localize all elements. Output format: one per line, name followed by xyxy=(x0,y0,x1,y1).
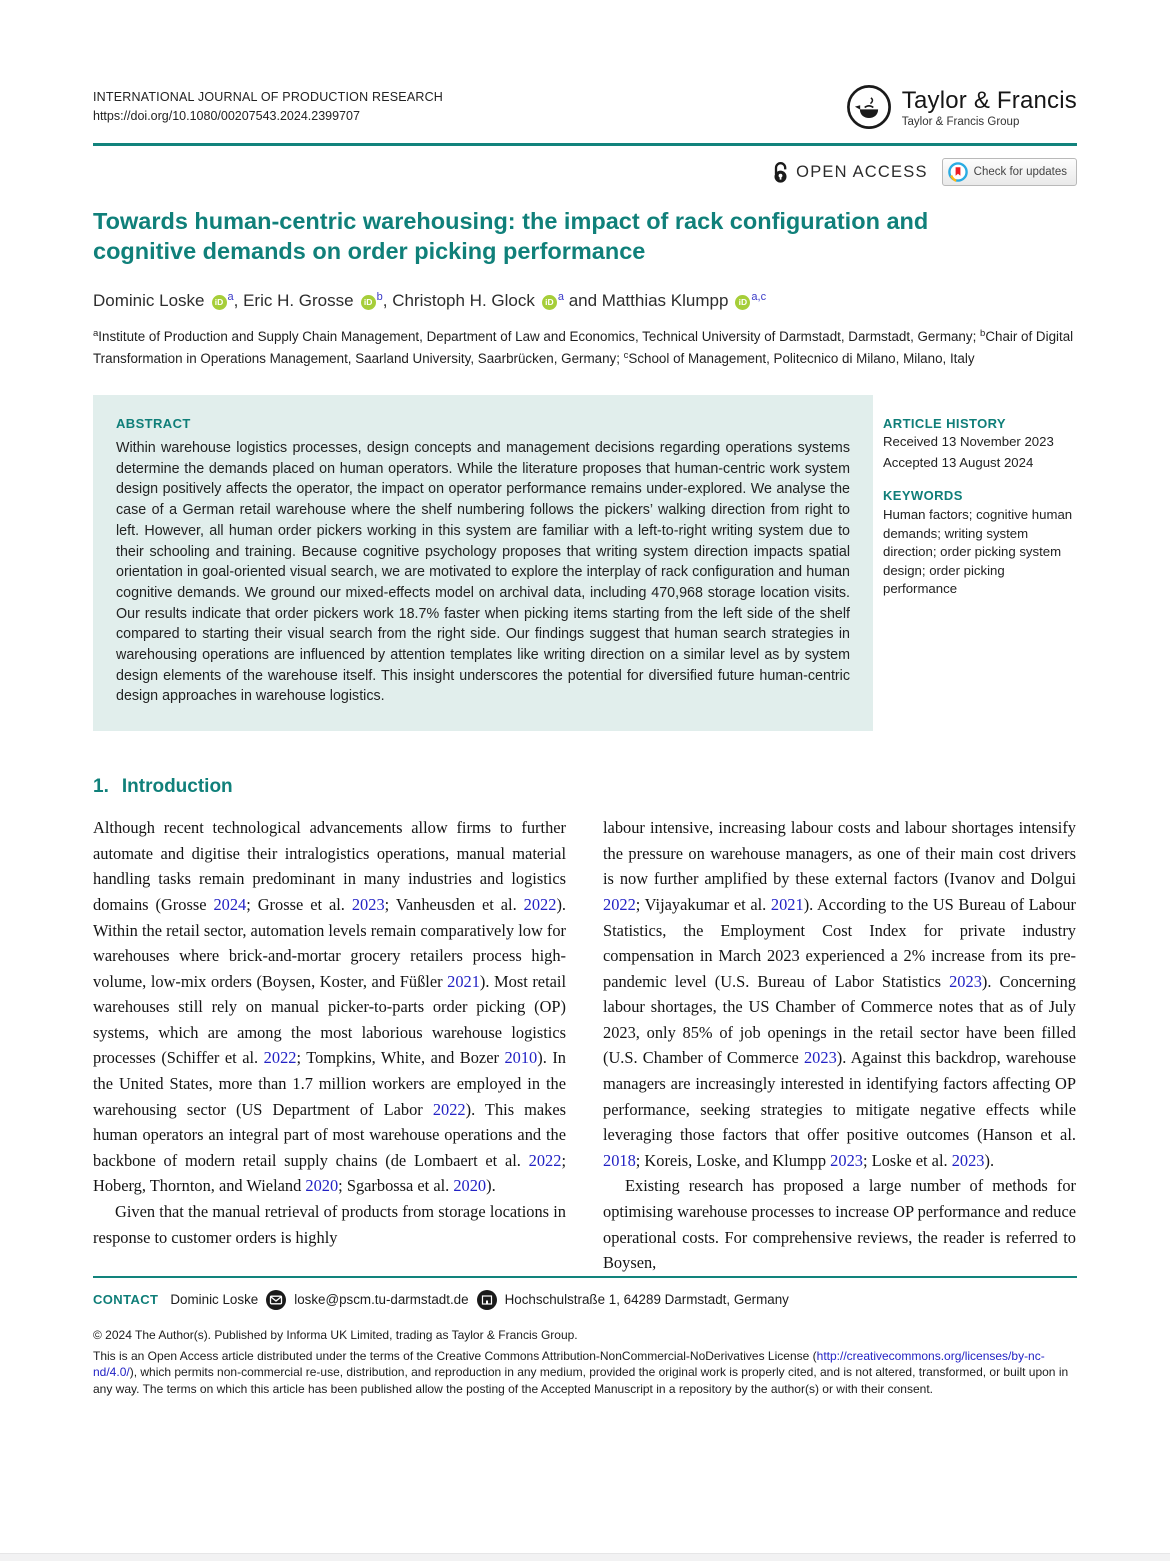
citation-link[interactable]: 2020 xyxy=(305,1176,339,1196)
citation-link[interactable]: 2018 xyxy=(603,1150,636,1170)
text-run: labour intensive, increasing labour costs and labour shortages intensify the pressure on warehouse managers, as one of their main cost drivers is now further amplified by these external factors (Ivanov and Dolgui xyxy=(603,818,1076,889)
affiliation-sup: c xyxy=(623,350,629,361)
publisher-wordmark xyxy=(902,87,1077,128)
text-run: ; Grosse et al. xyxy=(246,894,352,914)
citation-link[interactable]: 2023 xyxy=(951,1150,985,1170)
check-for-updates-button[interactable] xyxy=(942,158,1077,186)
contact-name: Dominic Loske xyxy=(170,1292,259,1308)
text-run: ). xyxy=(984,1150,995,1170)
accepted-date: Accepted 13 August 2024 xyxy=(883,454,1034,470)
orcid-icon[interactable]: iD xyxy=(361,295,376,310)
section-heading-introduction xyxy=(93,776,1077,798)
text-run: This is an Open Access article distributed under the terms of the Creative Commons Attribution-NonCommercial-NoDerivatives License ( xyxy=(93,1348,817,1363)
legal-block xyxy=(93,1327,1077,1398)
license-link[interactable]: http://creativecommons.org/licenses/by-nc-nd/4.0/ xyxy=(93,1348,1045,1380)
contact-label: CONTACT xyxy=(93,1292,159,1308)
open-access-row xyxy=(93,157,1077,187)
text-run: ; Hoberg, Thornton, and Wieland xyxy=(93,1150,566,1196)
open-lock-icon xyxy=(772,161,789,184)
citation-link[interactable]: 2022 xyxy=(528,1150,562,1170)
citation-link[interactable]: 2023 xyxy=(803,1048,837,1068)
copyright-line: © 2024 The Author(s). Published by Informa UK Limited, trading as Taylor & Francis Group. xyxy=(93,1327,578,1342)
author-affiliation-sup: a xyxy=(557,291,564,303)
open-access-badge[interactable] xyxy=(772,161,928,184)
article-title: Towards human-centric warehousing: the impact of rack configuration and cognitive demands on order picking performance xyxy=(93,208,929,264)
text-run: ; Vanheusden et al. xyxy=(384,894,524,914)
text-run: ). In the United States, more than 1.7 million workers are employed in the warehousing sector (US Department of Labor xyxy=(93,1048,566,1119)
paragraph xyxy=(93,815,566,1199)
author-name: Christoph H. Glock xyxy=(392,291,535,310)
citation-link[interactable]: 2023 xyxy=(949,971,982,991)
contact-row xyxy=(93,1290,1077,1310)
text-run: ; Loske et al. xyxy=(862,1150,952,1170)
paragraph xyxy=(603,1173,1076,1275)
abstract-section xyxy=(93,395,1077,731)
page-header xyxy=(93,0,1077,130)
footer-divider xyxy=(93,1276,1077,1278)
doi-link[interactable]: https://doi.org/10.1080/00207543.2024.2399707 xyxy=(93,109,360,123)
abstract-text: Within warehouse logistics processes, design concepts and management decisions regarding operations systems determine the demands placed on human operators. While the literature proposes that human-centric work system design positively affects the operator, the impact on operator performance remains under-explored. We analyse the case of a German retail warehouse where the shelf numbering follows the pickers’ walking direction from right to left. However, all human order pickers working in this system are familiar with a left-to-right writing system due to their schooling and training. Because cognitive psychology proposes that writing system direction impacts spatial orientation in goal-oriented visual search, we are motivated to explore the interplay of rack configuration and human cognitive demands. We ground our mixed-effects model on archival data, including 470,968 storage location visits. Our results indicate that order pickers work 18.7% faster when picking items starting from the left side of the shelf compared to starting their visual search from the right side. Our findings suggest that human search strategies in warehousing operations are influenced by attention templates like writing direction on a similar level as by system design elements of the warehouse itself. This insight underscores the potential for diversified future human-centric design approaches in warehouse logistics. xyxy=(116,440,850,705)
orcid-icon[interactable]: iD xyxy=(735,295,750,310)
citation-link[interactable]: 2022 xyxy=(432,1099,466,1119)
text-run: ). Concerning labour shortages, the US Chamber of Commerce notes that as of July 2023, only 85% of job openings in the retail sector have been filled (U.S. Chamber of Commerce xyxy=(603,971,1077,1068)
contact-address: Hochschulstraße 1, 64289 Darmstadt, Germany xyxy=(504,1292,789,1308)
publisher-group: Taylor & Francis Group xyxy=(901,115,1020,128)
taylor-francis-teapot-icon xyxy=(846,84,892,130)
viewer-bottom-strip xyxy=(0,1553,1170,1561)
citation-link[interactable]: 2023 xyxy=(351,894,385,914)
text-run: ). This makes human operators an integral part of most warehouse operations and the backbone of modern retail supply chains (de Lombaert et al. xyxy=(93,1099,567,1170)
text-run: Although recent technological advancements allow firms to further automate and digitise their intralogistics operations, manual material handling tasks remain predominant in many industries and logistics domains (Grosse xyxy=(93,818,566,914)
citation-link[interactable]: 2024 xyxy=(213,894,247,914)
citation-link[interactable]: 2021 xyxy=(447,971,480,991)
paragraph xyxy=(93,1199,566,1250)
check-for-updates-label: Check for updates xyxy=(973,166,1067,178)
text-run: ). Against this backdrop, warehouse managers are increasingly interested in identifying factors affecting OP performance, seeking strategies to mitigate negative effects while leveraging those factors that offer positive outcomes (Hanson et al. xyxy=(603,1048,1076,1145)
section-title: Introduction xyxy=(121,776,233,798)
text-run: Given that the manual retrieval of products from storage locations in response to customer orders is highly xyxy=(93,1202,566,1247)
keywords-text: Human factors; cognitive human demands; writing system direction; order picking system design; order picking performance xyxy=(883,507,1073,596)
keywords-label: KEYWORDS xyxy=(883,488,963,503)
author-name: Matthias Klumpp xyxy=(601,291,729,310)
address-icon xyxy=(477,1290,497,1310)
affiliation-sup: a xyxy=(93,328,99,339)
crossmark-icon xyxy=(948,162,968,182)
journal-info xyxy=(93,84,443,123)
email-icon xyxy=(266,1290,286,1310)
author-affiliation-sup: b xyxy=(376,291,383,303)
license-text xyxy=(93,1348,1077,1398)
journal-name: INTERNATIONAL JOURNAL OF PRODUCTION RESEARCH xyxy=(93,90,444,104)
publisher-logo xyxy=(846,84,1077,130)
abstract-box xyxy=(93,395,873,731)
publisher-name: Taylor & Francis xyxy=(901,86,1077,114)
received-date: Received 13 November 2023 xyxy=(883,434,1054,449)
authors-line: Dominic Loske iD $^a$, Eric H. Grosse iD $^b$, Christoph H. Glock iD $^a$ and Matthias Klumpp iD $^{a,c}$ xyxy=(93,291,767,310)
abstract-label: ABSTRACT xyxy=(116,416,191,431)
contact-email[interactable]: loske@pscm.tu-darmstadt.de xyxy=(294,1292,469,1308)
body-column-left xyxy=(93,815,566,1276)
text-run: ), which permits non-commercial re-use, distribution, and reproduction in any medium, provided the original work is properly cited, and is not altered, transformed, or built upon in any way. The terms on which this article has been published allow the posting of the Accepted Manuscript in a repository by the author(s) or with their consent. xyxy=(93,1365,1069,1397)
paragraph xyxy=(603,815,1076,1173)
orcid-icon[interactable]: iD xyxy=(542,295,557,310)
affiliations: $^a$Institute of Production and Supply Chain Management, Department of Law and Economics, Technical University of Darmstadt, Darmstadt, Germany; $^b$Chair of Digital Transformation in Operations Management, Saarland University, Saarbrücken, Germany; $^c$School of Management, Politecnico di Milano, Milano, Italy xyxy=(93,328,1074,366)
text-run: ; Vijayakumar et al. xyxy=(635,894,771,914)
open-access-label: OPEN ACCESS xyxy=(796,162,928,181)
text-run: ; Koreis, Loske, and Klumpp xyxy=(635,1150,831,1170)
text-run: Existing research has proposed a large number of methods for optimising warehouse processes to increase OP performance and reduce operational costs. For comprehensive reviews, the reader is referred to Boysen, xyxy=(603,1176,1076,1273)
text-run: ). Within the retail sector, automation levels remain comparatively low for warehouses where brick-and-mortar grocery retailers process high-volume, low-mix orders (Boysen, Koster, and Füßler xyxy=(93,894,566,991)
text-run: ; Tompkins, White, and Bozer xyxy=(296,1048,505,1068)
citation-link[interactable]: 2010 xyxy=(504,1048,538,1068)
article-meta-column xyxy=(883,395,1077,731)
body-columns xyxy=(93,815,1077,1276)
affiliation-sup: b xyxy=(980,328,986,339)
body-column-right xyxy=(603,815,1076,1276)
author-affiliation-sup: a,c xyxy=(751,291,767,303)
citation-link[interactable]: 2021 xyxy=(770,894,804,914)
text-run: ). Most retail warehouses still rely on manual picker-to-parts order picking (OP) systems, which are among the most laborious warehouse logistics processes (Schiffer et al. xyxy=(93,971,567,1068)
orcid-icon[interactable]: iD xyxy=(212,295,227,310)
text-run: ). xyxy=(486,1176,496,1196)
citation-link[interactable]: 2022 xyxy=(263,1048,297,1068)
citation-link[interactable]: 2020 xyxy=(453,1176,487,1196)
author-name: Eric H. Grosse xyxy=(243,291,354,310)
header-divider xyxy=(93,143,1077,146)
text-run: ). According to the US Bureau of Labour Statistics, the Employment Cost Index for private industry compensation in March 2023 experienced a 2% increase from its pre-pandemic level (U.S. Bureau of Labor Statistics xyxy=(603,894,1076,991)
article-history-label: ARTICLE HISTORY xyxy=(883,416,1007,431)
author-name: Dominic Loske xyxy=(93,291,205,310)
page-footer xyxy=(93,1276,1077,1450)
citation-link[interactable]: 2022 xyxy=(603,894,636,914)
page-content xyxy=(93,0,1077,1450)
citation-link[interactable]: 2022 xyxy=(523,894,557,914)
text-run: ; Sgarbossa et al. xyxy=(338,1176,454,1196)
section-number: 1. xyxy=(93,776,109,798)
citation-link[interactable]: 2023 xyxy=(830,1150,863,1170)
author-affiliation-sup: a xyxy=(227,291,234,303)
